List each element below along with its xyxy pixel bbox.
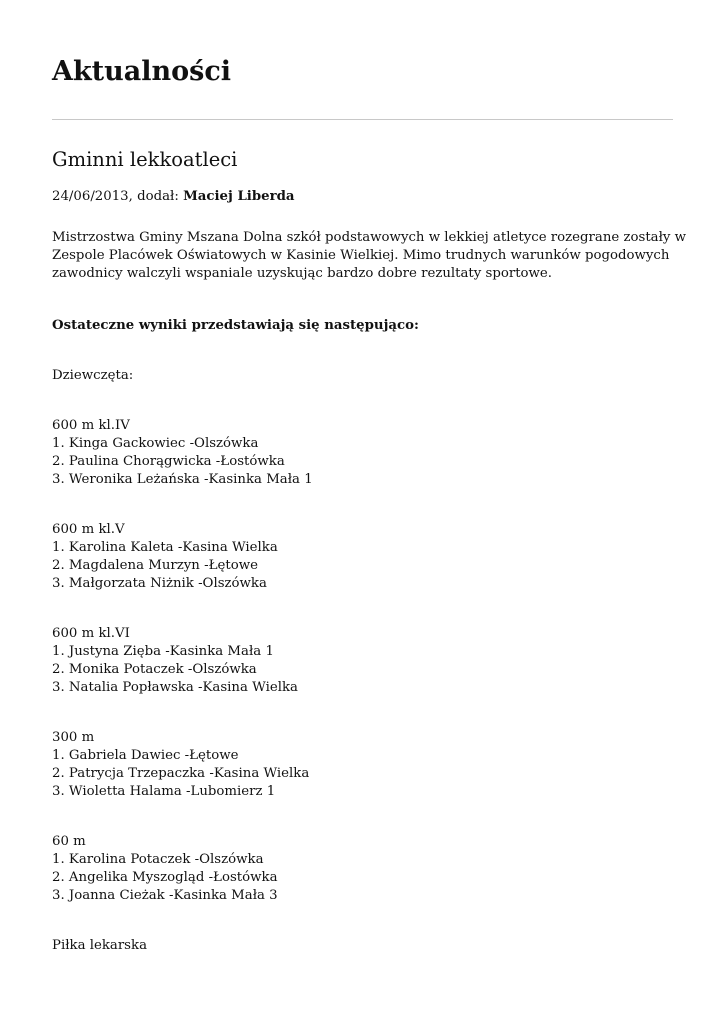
result-line: 1. Kinga Gackowiec -Olszówka	[52, 436, 259, 451]
article-meta	[52, 187, 295, 207]
result-line: 3. Wioletta Halama -Lubomierz 1	[52, 784, 276, 799]
result-line: 1. Justyna Zięba -Kasinka Mała 1	[52, 644, 274, 659]
article-date: 24/06/2013	[52, 189, 129, 204]
event-block	[52, 521, 278, 593]
intro-line: Zespole Placówek Oświatowych w Kasinie Wielkiej. Mimo trudnych warunków pogodowych	[52, 248, 670, 263]
event-block	[52, 937, 147, 955]
event-name: 600 m kl.IV	[52, 418, 130, 433]
result-line: 3. Natalia Popławska -Kasina Wielka	[52, 680, 298, 695]
event-block	[52, 729, 309, 801]
result-line: 2. Angelika Myszogląd -Łostówka	[52, 870, 278, 885]
title-divider	[52, 119, 673, 120]
intro-line: Mistrzostwa Gminy Mszana Dolna szkół podstawowych w lekkiej atletyce rozegrane zostały w	[52, 230, 687, 245]
event-name: 60 m	[52, 834, 86, 849]
intro-line: zawodnicy walczyli wspaniale uzyskując bardzo dobre rezultaty sportowe.	[52, 266, 553, 281]
event-block	[52, 833, 278, 905]
result-line: 1. Karolina Kaleta -Kasina Wielka	[52, 540, 278, 555]
article-author: Maciej Liberda	[183, 189, 295, 204]
results-heading: Ostateczne wyniki przedstawiają się następująco:	[52, 318, 419, 333]
result-line: 3. Weronika Leżańska -Kasinka Mała 1	[52, 472, 313, 487]
event-block	[52, 625, 298, 697]
event-block	[52, 417, 313, 489]
event-name: Piłka lekarska	[52, 938, 147, 953]
result-line: 3. Małgorzata Niżnik -Olszówka	[52, 576, 267, 591]
result-line: 3. Joanna Cieżak -Kasinka Mała 3	[52, 888, 278, 903]
result-line: 1. Karolina Potaczek -Olszówka	[52, 852, 264, 867]
result-line: 2. Patrycja Trzepaczka -Kasina Wielka	[52, 766, 310, 781]
event-name: 300 m	[52, 730, 95, 745]
result-line: 2. Paulina Chorągwicka -Łostówka	[52, 454, 285, 469]
category-label-girls: Dziewczęta:	[52, 368, 134, 383]
result-line: 2. Monika Potaczek -Olszówka	[52, 662, 257, 677]
result-line: 1. Gabriela Dawiec -Łętowe	[52, 748, 239, 763]
added-by-label: , dodał:	[128, 189, 184, 204]
result-line: 2. Magdalena Murzyn -Łętowe	[52, 558, 258, 573]
event-name: 600 m kl.V	[52, 522, 125, 537]
article-title: Gminni lekkoatleci	[52, 148, 238, 171]
event-name: 600 m kl.VI	[52, 626, 130, 641]
article-intro	[52, 229, 687, 283]
page-title: Aktualności	[52, 56, 232, 87]
